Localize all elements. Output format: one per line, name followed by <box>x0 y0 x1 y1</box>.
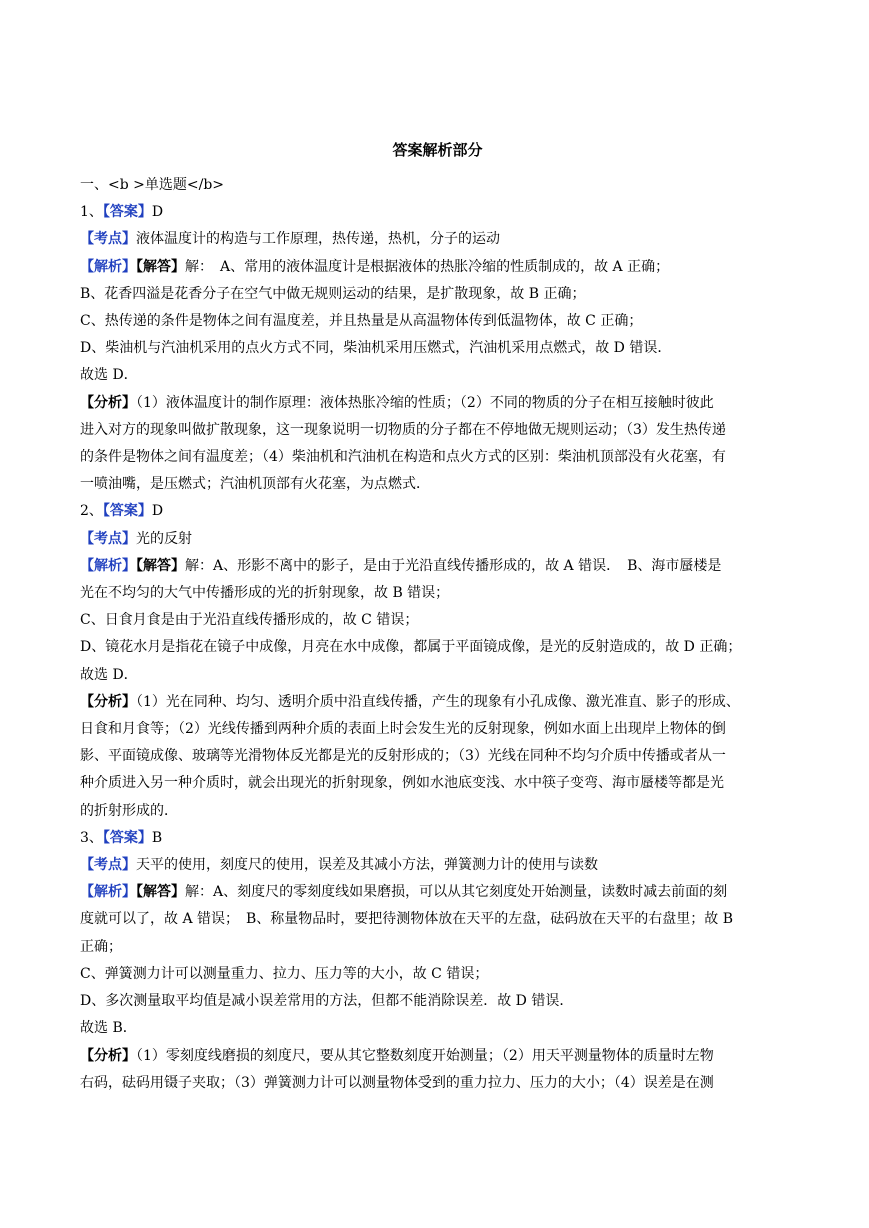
fenxi-tag: 【分析】 <box>80 693 136 710</box>
q2-number: 2、 <box>80 503 103 520</box>
q2-jie-1: 解：A、形影不离中的影子，是由于光沿直线传播形成的，故 A 错误． B、海市蜃楼是 <box>185 557 722 574</box>
q3-option-c: C、弹簧测力计可以测量重力、拉力、压力等的大小，故 C 错误； <box>80 965 489 982</box>
q2-choose: 故选 D． <box>80 666 138 683</box>
answer-document <box>80 140 795 1097</box>
q1-kaodian: 液体温度计的构造与工作原理，热传递，热机，分子的运动 <box>136 231 500 248</box>
jiexi-tag: 【解析】 <box>80 258 136 275</box>
kaodian-tag: 【考点】 <box>80 857 136 874</box>
jiexi-tag: 【解析】 <box>80 884 136 901</box>
q3-fenxi-line-1 <box>80 1043 795 1070</box>
q3-fenxi-line-2: 右码，砝码用镊子夹取；（3）弹簧测力计可以测量物体受到的重力拉力、压力的大小；（4）误差是在测 <box>80 1074 714 1091</box>
q2-fenxi-line-4: 种介质进入另一种介质时，就会出现光的折射现象，例如水池底变浅、水中筷子变弯、海市蜃楼等都是光 <box>80 775 724 792</box>
q1-answer: D <box>151 204 164 221</box>
jieda-tag: 【解答】 <box>136 884 185 901</box>
q1-fenxi-line-2: 进入对方的现象叫做扩散现象，这一现象说明一切物质的分子都在不停地做无规则运动；（3）发生热传递 <box>80 421 726 438</box>
q2-fenxi-line-2: 日食和月食等；（2）光线传播到两种介质的表面上时会发生光的反射现象，例如水面上出现岸上物体的倒 <box>80 721 726 738</box>
q3-jie-line-2: 度就可以了，故 A 错误； B、称量物品时，要把待测物体放在天平的左盘，砝码放在天平的右盘里；故 B <box>80 911 734 928</box>
q2-option-c: C、日食月食是由于光沿直线传播形成的，故 C 错误； <box>80 612 419 629</box>
q2-fenxi-line-1 <box>80 689 795 716</box>
q2-kaodian-line <box>80 526 795 553</box>
q1-jie: 解： A、常用的液体温度计是根据液体的热胀冷缩的性质制成的，故 A 正确； <box>185 258 670 275</box>
q3-option-d: D、多次测量取平均值是减小误差常用的方法，但都不能消除误差．故 D 错误． <box>80 993 574 1010</box>
q1-kaodian-line <box>80 226 795 253</box>
q2-fenxi-line-3: 影、平面镜成像、玻璃等光滑物体反光都是光的反射形成的；（3）光线在同种不均匀介质中传播或者从一 <box>80 748 726 765</box>
q1-option-d: D、柴油机与汽油机采用的点火方式不同，柴油机采用压燃式，汽油机采用点燃式，故 D 错误． <box>80 340 672 357</box>
q1-answer-line <box>80 199 795 226</box>
kaodian-tag: 【考点】 <box>80 530 136 547</box>
q3-kaodian: 天平的使用，刻度尺的使用，误差及其减小方法，弹簧测力计的使用与读数 <box>136 857 598 874</box>
q2-answer: D <box>151 503 164 520</box>
q3-number: 3、 <box>80 829 103 846</box>
answer-tag: 【答案】 <box>102 829 152 846</box>
jieda-tag: 【解答】 <box>136 557 185 574</box>
q2-fenxi-line-5: 的折射形成的． <box>80 802 178 819</box>
q3-fenxi-1: （1）零刻度线磨损的刻度尺，要从其它整数刻度开始测量；（2）用天平测量物体的质量时左物 <box>136 1047 714 1064</box>
q2-option-d: D、镜花水月是指花在镜子中成像，月亮在水中成像，都属于平面镜成像，是光的反射造成的，故 D 正确； <box>80 639 742 656</box>
q3-answer-line <box>80 825 795 852</box>
q3-jiexi-line <box>80 879 795 906</box>
section-heading: 一、<b >单选题</b> <box>80 177 225 193</box>
q2-fenxi-1: （1）光在同种、均匀、透明介质中沿直线传播，产生的现象有小孔成像、激光准直、影子的形成、 <box>136 693 740 710</box>
fenxi-tag: 【分析】 <box>80 394 136 411</box>
q3-choose: 故选 B． <box>80 1020 137 1037</box>
fenxi-tag: 【分析】 <box>80 1047 136 1064</box>
jieda-tag: 【解答】 <box>136 258 185 275</box>
q2-kaodian: 光的反射 <box>136 530 192 547</box>
q3-jie-1: 解：A、刻度尺的零刻度线如果磨损，可以从其它刻度处开始测量，读数时减去前面的刻 <box>185 884 728 901</box>
q2-jie-line-2: 光在不均匀的大气中传播形成的光的折射现象，故 B 错误； <box>80 585 450 602</box>
q1-fenxi-line-1 <box>80 390 795 417</box>
kaodian-tag: 【考点】 <box>80 231 136 248</box>
q3-answer: B <box>151 829 163 846</box>
q3-kaodian-line <box>80 852 795 879</box>
answer-tag: 【答案】 <box>102 204 152 221</box>
q2-answer-line <box>80 498 795 525</box>
q1-fenxi-line-3: 的条件是物体之间有温度差；（4）柴油机和汽油机在构造和点火方式的区别：柴油机顶部没有火花塞，有 <box>80 449 726 466</box>
q3-jie-line-3: 正确； <box>80 938 122 955</box>
q1-option-b: B、花香四溢是花香分子在空气中做无规则运动的结果，是扩散现象，故 B 正确； <box>80 285 586 302</box>
q1-fenxi-line-4: 一喷油嘴，是压燃式；汽油机顶部有火花塞，为点燃式． <box>80 476 430 493</box>
q1-fenxi-1: （1）液体温度计的制作原理：液体热胀冷缩的性质；（2）不同的物质的分子在相互接触时彼此 <box>136 394 714 411</box>
jiexi-tag: 【解析】 <box>80 557 136 574</box>
answer-tag: 【答案】 <box>102 503 152 520</box>
q2-jiexi-line <box>80 553 795 580</box>
q1-choose: 故选 D． <box>80 367 138 384</box>
page-title: 答案解析部分 <box>392 141 483 159</box>
q1-number: 1、 <box>80 204 103 221</box>
q1-option-c: C、热传递的条件是物体之间有温度差，并且热量是从高温物体传到低温物体，故 C 正确； <box>80 313 643 330</box>
q1-jiexi-line <box>80 254 795 281</box>
